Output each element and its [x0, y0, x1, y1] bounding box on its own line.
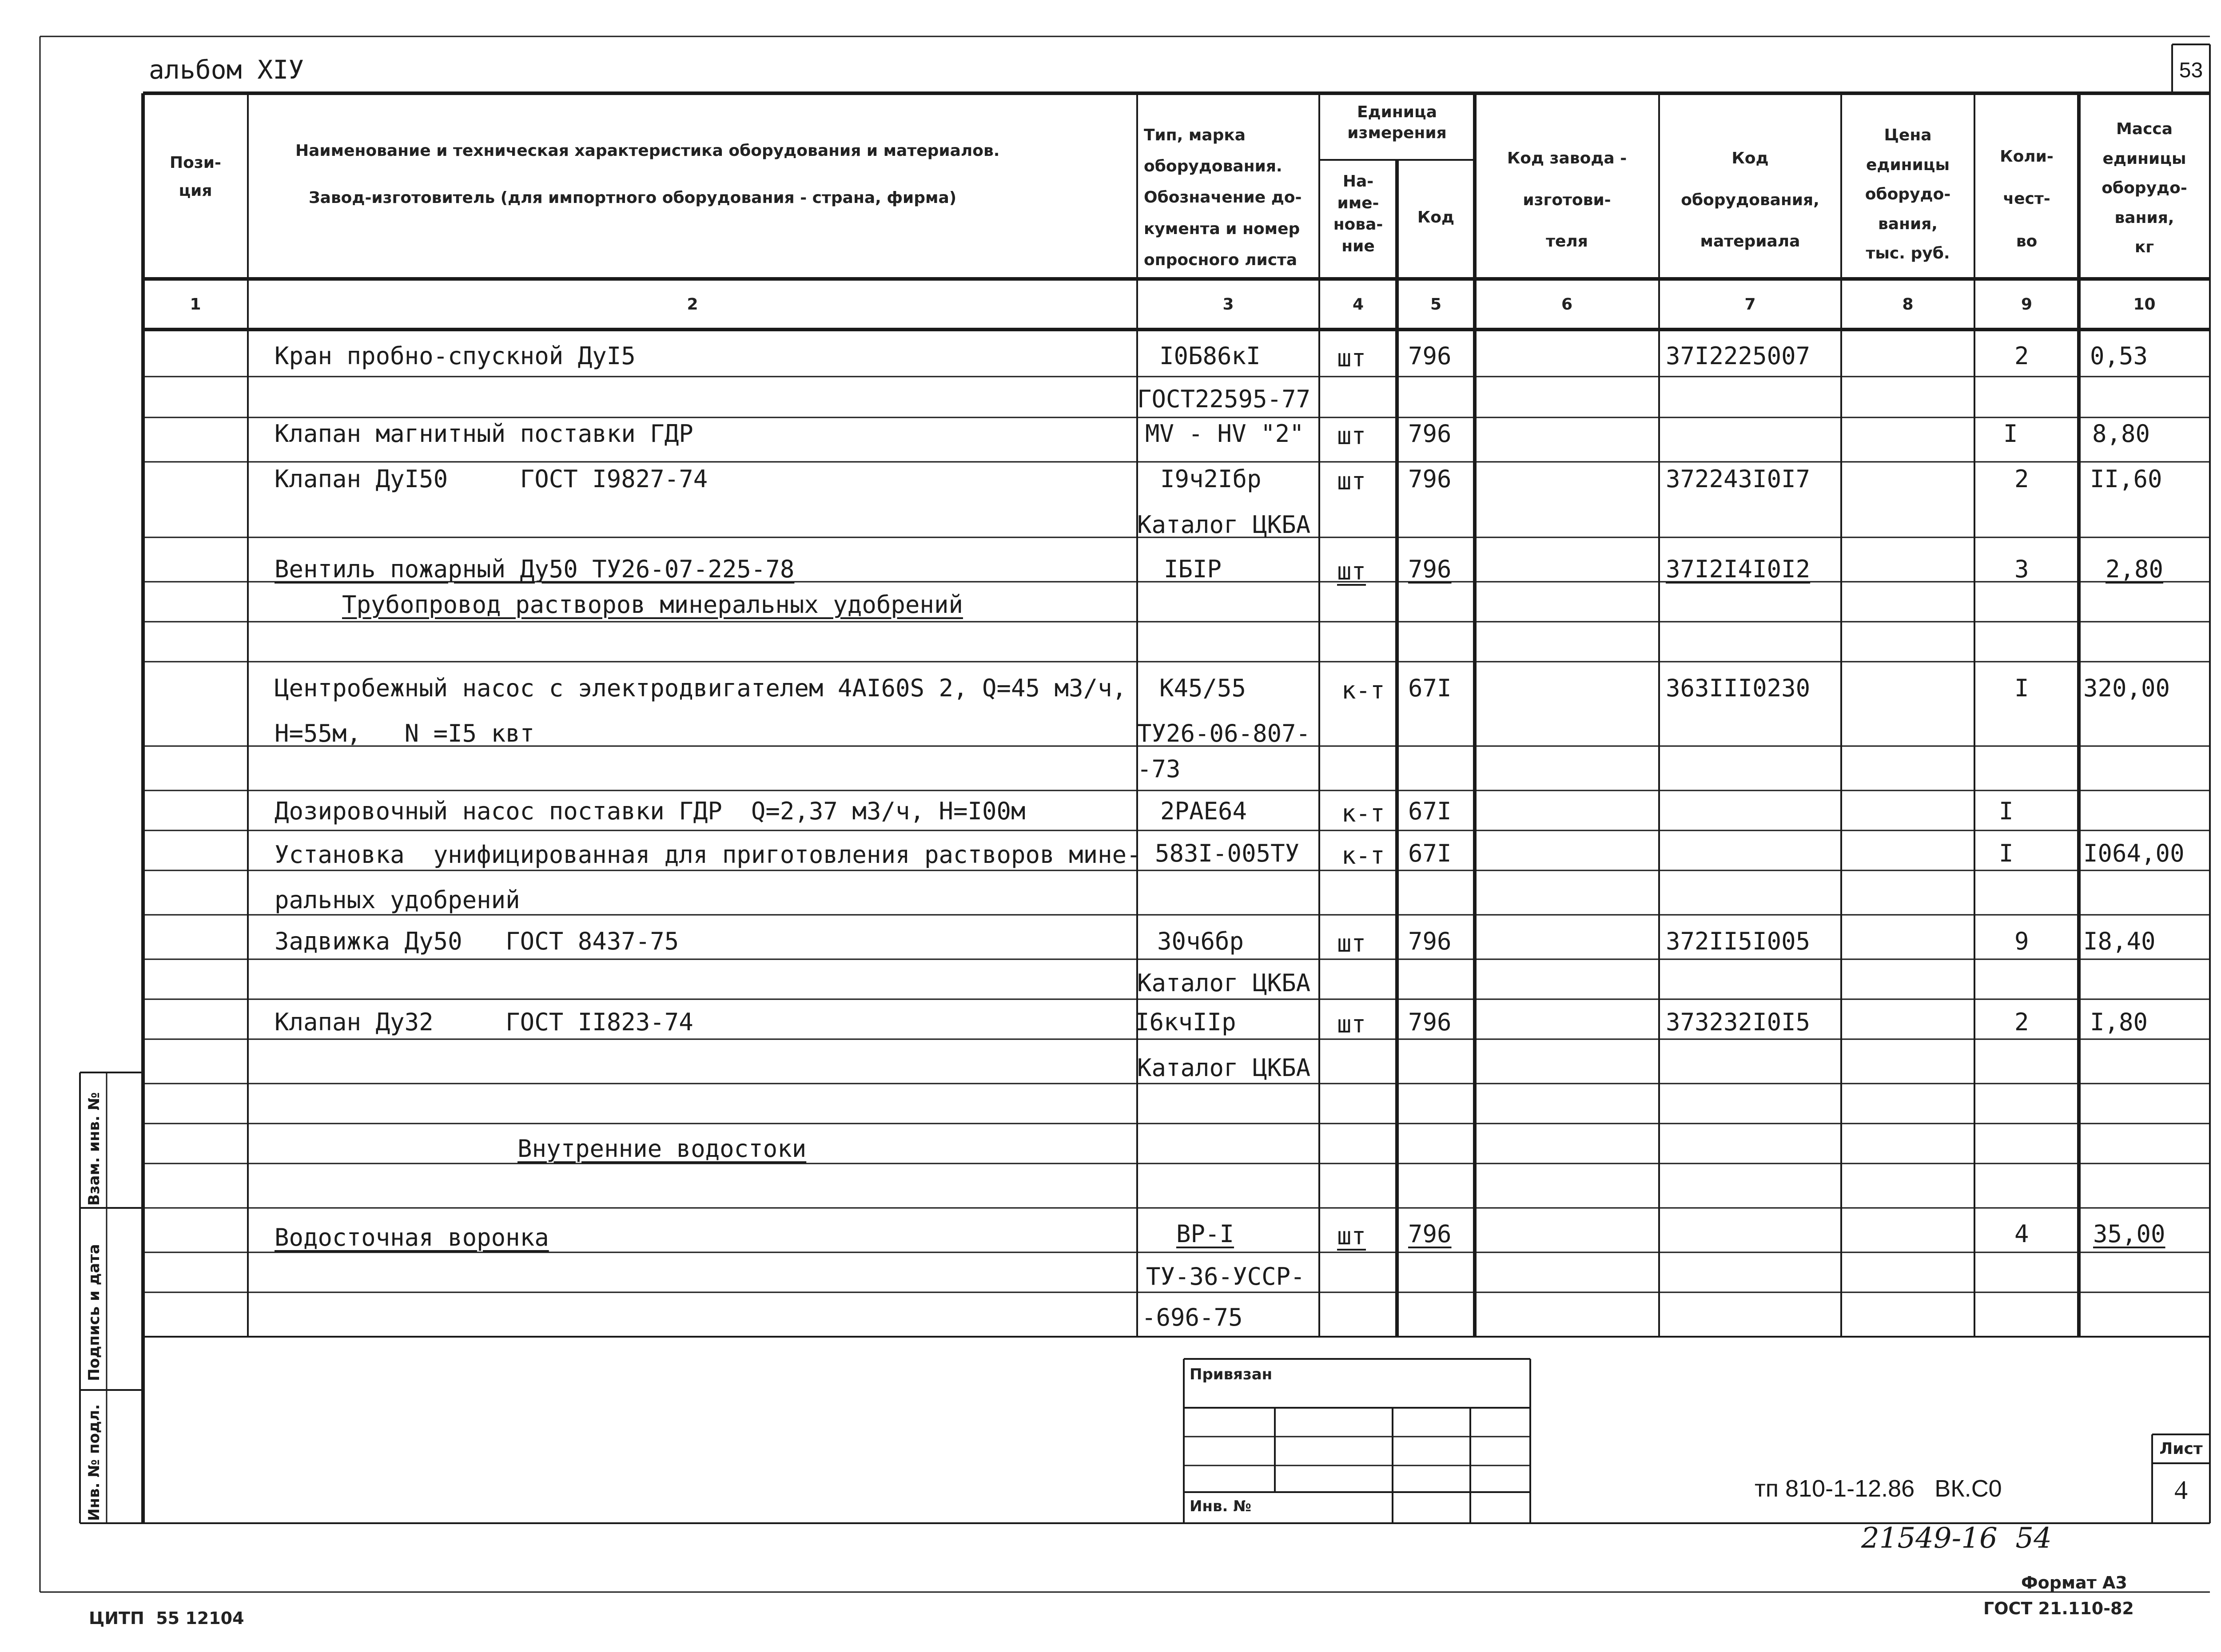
table-row-quantity: 2 — [2014, 342, 2029, 370]
table-row-unit: к-т — [1341, 842, 1385, 870]
format-label: Формат А3 — [2021, 1573, 2127, 1592]
column-number: 1 — [190, 295, 201, 314]
column-number: 9 — [2021, 295, 2033, 314]
table-row-name: Клапан Ду32 ГОСТ II823-74 — [275, 1008, 693, 1036]
table-row-quantity: I — [2003, 420, 2018, 448]
table-row-unit: шт — [1337, 1222, 1366, 1250]
table-row-code: 796 — [1408, 342, 1452, 370]
table-row-quantity: 2 — [2014, 1008, 2029, 1036]
sheet-label: Лист — [2159, 1440, 2203, 1458]
table-row-name: Клапан магнитный поставки ГДР — [275, 420, 693, 448]
table-row-name: Центробежный насос с электродвигателем 4АI60S 2, Q=45 м3/ч, — [275, 674, 1127, 702]
table-row-mass: II,60 — [2090, 465, 2162, 493]
table-row-name: Дозировочный насос поставки ГДР Q=2,37 м3/ч, Н=I00м — [275, 797, 1026, 825]
column-number: 6 — [1561, 295, 1573, 314]
page-number: 53 — [2179, 59, 2203, 82]
table-row-code: 796 — [1408, 1220, 1452, 1248]
sheet-number: 4 — [2174, 1475, 2188, 1505]
header-price: Цена единицы оборудо- вания, тыс. руб. — [1865, 126, 1951, 263]
stamp-privyazan: Привязан — [1190, 1366, 1273, 1383]
table-row-unit: к-т — [1341, 799, 1385, 827]
table-row-code: 67I — [1408, 674, 1452, 702]
table-row-code: 67I — [1408, 839, 1452, 867]
table-row-mass: I,80 — [2090, 1008, 2148, 1036]
table-row-quantity: I — [1999, 797, 2014, 825]
header-name-line2: Завод-изготовитель (для импортного оборудования - страна, фирма) — [309, 189, 957, 207]
column-number: 7 — [1744, 295, 1756, 314]
header-quantity: Коли- чест- во — [2000, 147, 2054, 250]
header-type: Тип, марка оборудования. Обозначение до- кумента и номер опросного листа — [1144, 126, 1302, 269]
table-row-code: 796 — [1408, 1008, 1452, 1036]
header-name-line1: Наименование и техническая характеристика оборудования и материалов. — [295, 142, 1000, 160]
table-row-type: ТУ-36-УССР- — [1146, 1263, 1305, 1291]
table-row-equipment-code: 372243I0I7 — [1666, 465, 1811, 493]
table-row-quantity: 3 — [2014, 555, 2029, 583]
table-row-name: Клапан ДуI50 ГОСТ I9827-74 — [275, 465, 708, 493]
table-row-type: К45/55 — [1159, 674, 1246, 702]
column-number: 10 — [2133, 295, 2156, 314]
table-row-unit: шт — [1337, 929, 1366, 957]
table-row-code: 796 — [1408, 465, 1452, 493]
table-row-quantity: I — [1999, 839, 2014, 867]
table-row-type: I9ч2Iбр — [1160, 465, 1262, 493]
section-heading: Внутренние водостоки — [517, 1135, 807, 1163]
header-unit-name: На- име- нова- ние — [1333, 172, 1383, 255]
table-row-mass: 0,53 — [2090, 342, 2148, 370]
table-row-type: IБIР — [1164, 555, 1222, 583]
table-row-equipment-code: 37I2I4I0I2 — [1666, 555, 1811, 583]
table-row-name: ральных удобрений — [275, 886, 520, 914]
table-row-code: 796 — [1408, 927, 1452, 955]
table-row-mass: I064,00 — [2083, 839, 2185, 867]
header-equipment-code: Код оборудования, материала — [1681, 149, 1819, 251]
column-number: 8 — [1902, 295, 1914, 314]
printer-code: ЦИТП 55 12104 — [89, 1608, 244, 1628]
table-row-mass: 8,80 — [2092, 420, 2150, 448]
table-row-mass: 35,00 — [2093, 1220, 2165, 1248]
table-row-type: -696-75 — [1142, 1303, 1243, 1331]
table-row-quantity: I — [2014, 674, 2029, 702]
table-row-type: Каталог ЦКБА — [1137, 1054, 1311, 1082]
handwritten-number: 21549-16 54 — [1861, 1522, 2052, 1555]
side-label-inv-podl: Инв. № подл. — [85, 1404, 103, 1521]
table-row-type: Каталог ЦКБА — [1137, 511, 1311, 539]
table-row-type: Каталог ЦКБА — [1137, 969, 1311, 997]
table-row-type: 583I-005ТУ — [1155, 839, 1300, 867]
table-row-type: I0Б86кI — [1159, 342, 1261, 370]
side-label-vzam-inv: Взам. инв. № — [85, 1092, 103, 1206]
table-row-unit: шт — [1337, 344, 1366, 372]
document-code: тп 810-1-12.86 ВК.С0 — [1755, 1475, 2002, 1502]
table-row-name: Кран пробно-спускной ДуI5 — [275, 342, 636, 370]
table-row-code: 67I — [1408, 797, 1452, 825]
table-row-quantity: 9 — [2014, 927, 2029, 955]
table-row-type: I6кчIIр — [1135, 1008, 1236, 1036]
table-row-type: ВР-I — [1176, 1220, 1234, 1248]
table-row-equipment-code: 363III0230 — [1666, 674, 1811, 702]
table-row-unit: к-т — [1341, 676, 1385, 704]
column-number: 4 — [1352, 295, 1364, 314]
header-factory-code: Код завода - изготови- теля — [1507, 149, 1627, 251]
table-row-name: Водосточная воронка — [275, 1223, 549, 1251]
table-row-name: Н=55м, N =I5 квт — [275, 719, 535, 747]
header-position: Пози- ция — [170, 154, 221, 200]
table-row-type: MV - HV "2" — [1145, 420, 1304, 448]
table-row-name: Установка унифицированная для приготовления растворов мине- — [275, 841, 1141, 869]
gost-label: ГОСТ 21.110-82 — [1983, 1599, 2134, 1618]
table-row-equipment-code: 372II5I005 — [1666, 927, 1811, 955]
stamp-inv-no: Инв. № — [1190, 1497, 1252, 1515]
table-row-type: 30ч6бр — [1157, 927, 1244, 955]
table-row-unit: шт — [1337, 422, 1366, 450]
header-unit-code: Код — [1417, 208, 1455, 226]
table-row-name: Задвижка Ду50 ГОСТ 8437-75 — [275, 927, 679, 955]
column-number: 3 — [1222, 295, 1234, 314]
table-row-mass: I8,40 — [2083, 927, 2156, 955]
table-row-mass: 2,80 — [2106, 555, 2164, 583]
section-heading: Трубопровод растворов минеральных удобрений — [342, 591, 963, 619]
table-row-mass: 320,00 — [2083, 674, 2170, 702]
table-row-quantity: 2 — [2014, 465, 2029, 493]
table-row-equipment-code: 37I2225007 — [1666, 342, 1811, 370]
table-row-type: ТУ26-06-807- — [1137, 719, 1311, 747]
table-row-unit: шт — [1337, 1010, 1366, 1038]
table-row-type: 2РАЕ64 — [1160, 797, 1247, 825]
album-title: альбом XIУ — [149, 55, 304, 85]
table-row-code: 796 — [1408, 555, 1452, 583]
table-row-unit: шт — [1337, 467, 1366, 495]
table-row-unit: шт — [1337, 557, 1366, 585]
table-row-name: Вентиль пожарный Ду50 ТУ26-07-225-78 — [275, 555, 795, 583]
column-number: 5 — [1430, 295, 1442, 314]
header-unit-group: Единица измерения — [1347, 103, 1447, 142]
table-row-equipment-code: 373232I0I5 — [1666, 1008, 1811, 1036]
table-row-code: 796 — [1408, 420, 1452, 448]
header-mass: Масса единицы оборудо- вания, кг — [2102, 120, 2187, 257]
table-row-type: -73 — [1137, 755, 1181, 783]
column-number: 2 — [687, 295, 698, 314]
table-row-quantity: 4 — [2014, 1220, 2029, 1248]
side-label-signature-date: Подпись и дата — [85, 1244, 103, 1381]
table-row-type: ГОСТ22595-77 — [1137, 385, 1311, 413]
